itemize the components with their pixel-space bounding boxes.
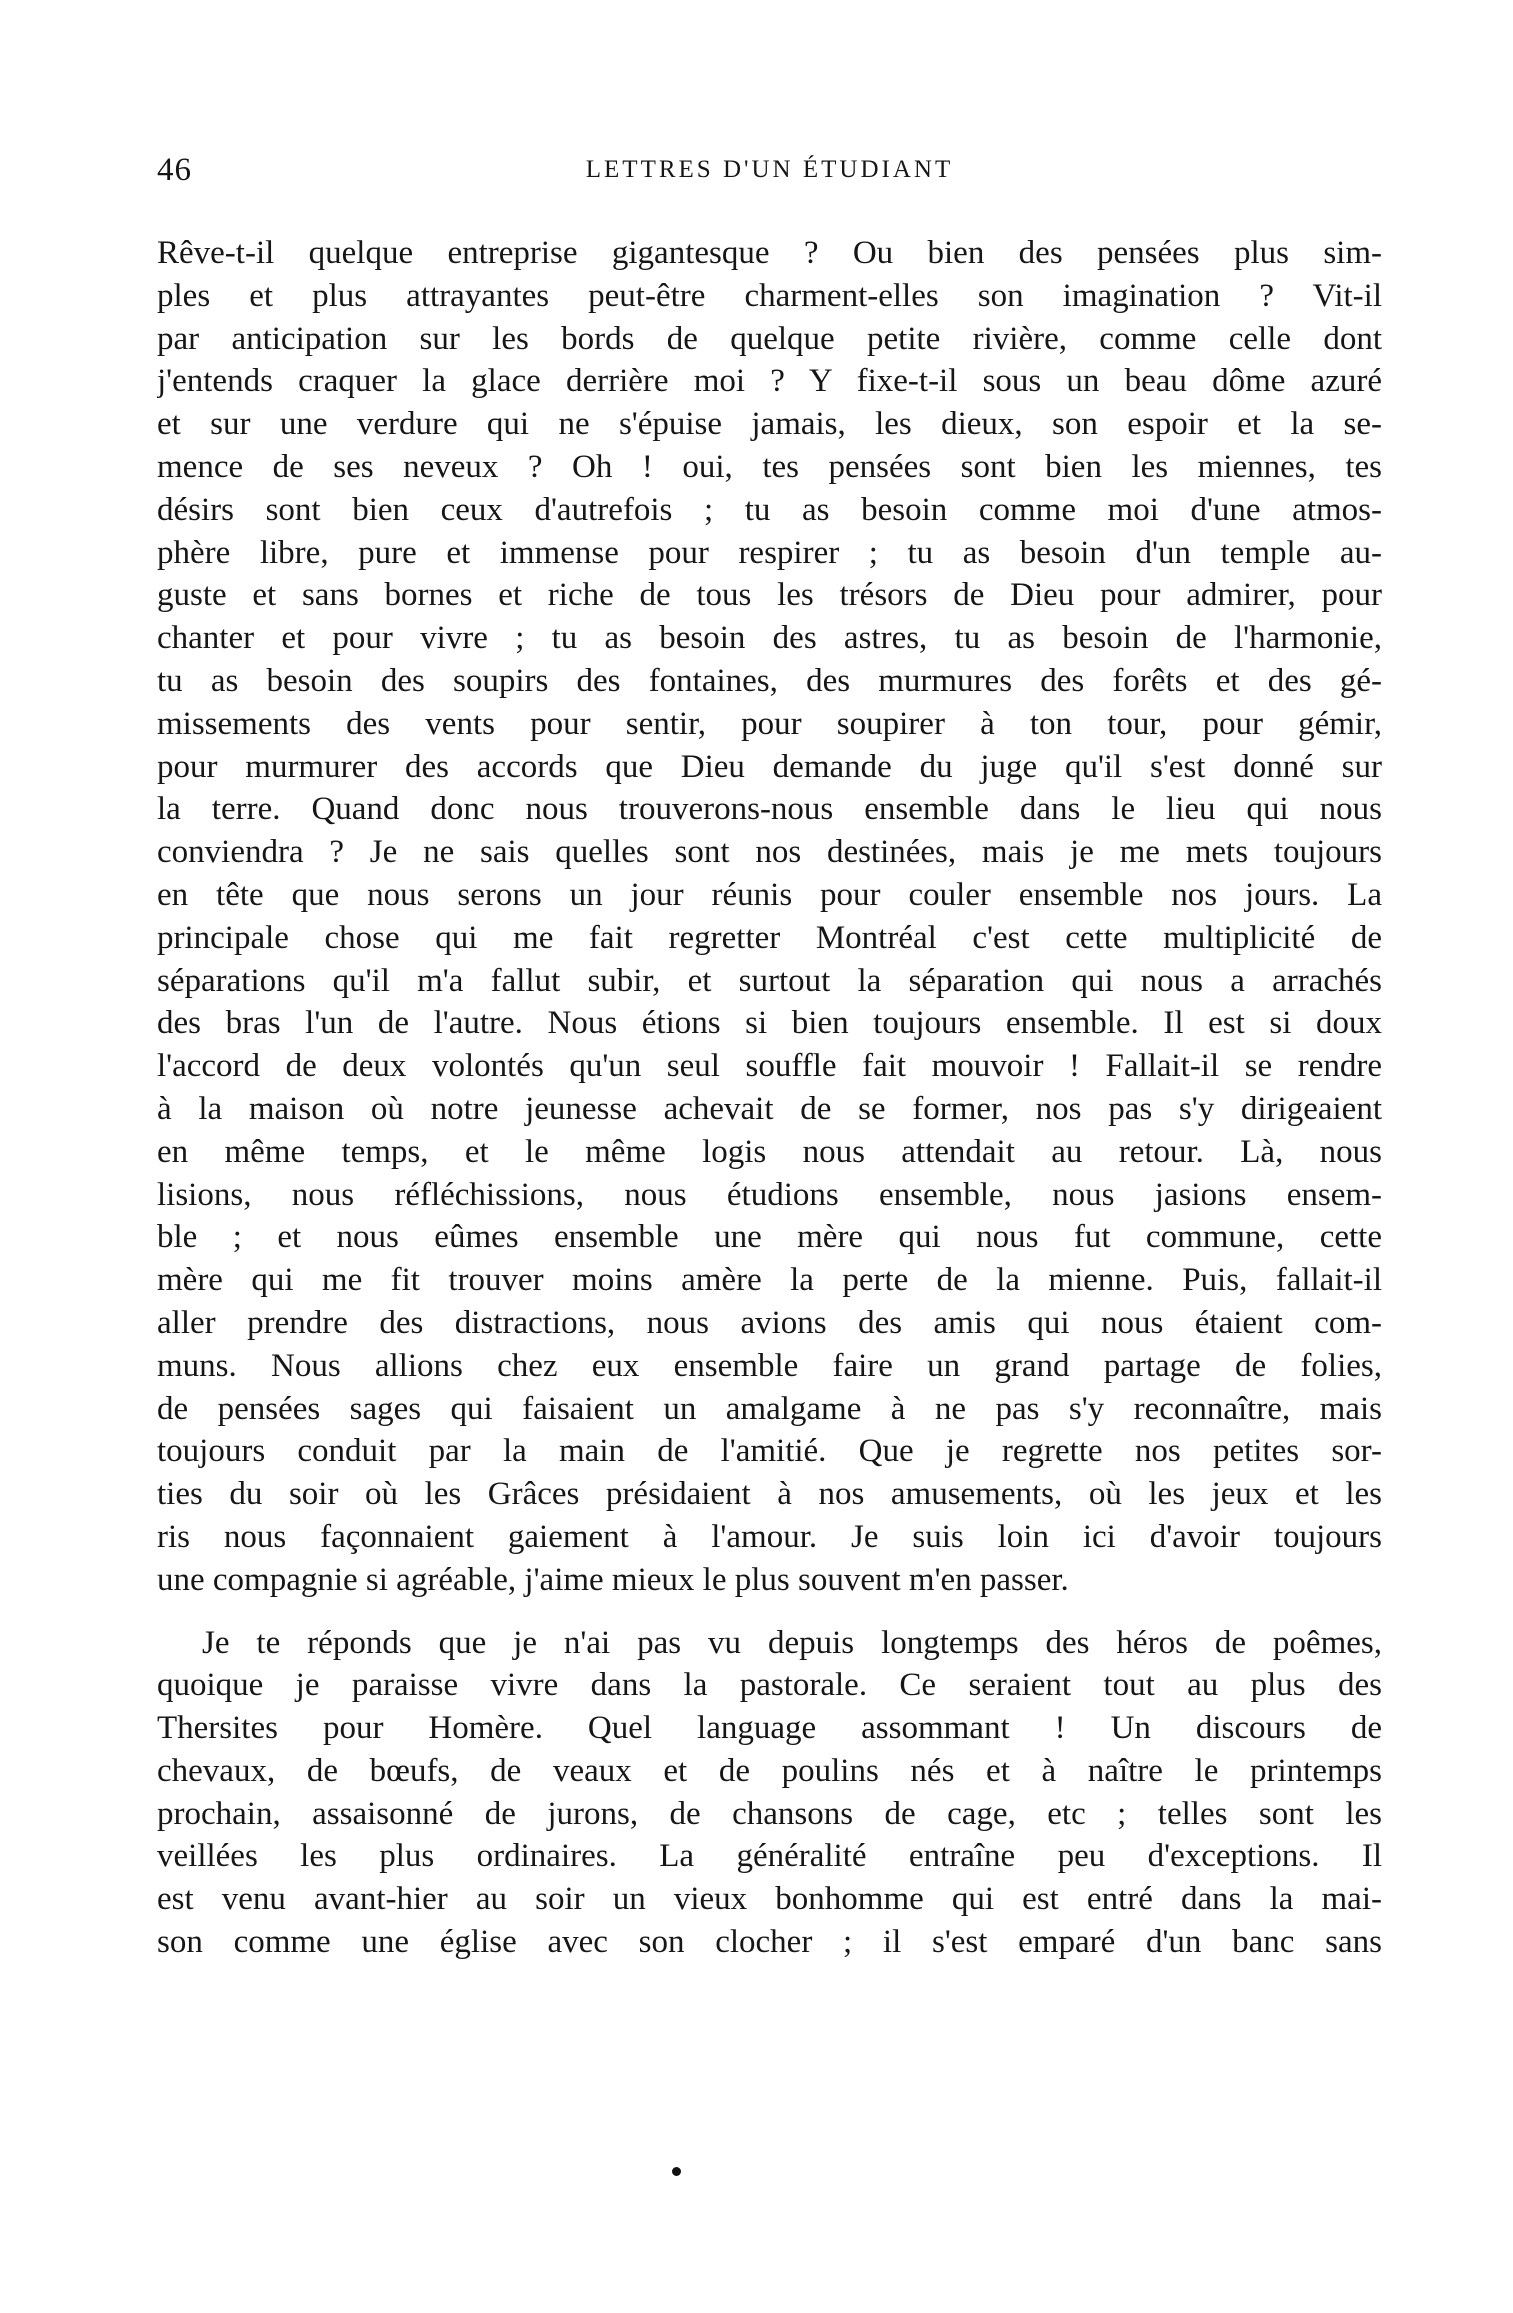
text-line: désirs sont bien ceux d'autrefois ; tu as besoin comme moi d'une atmos- [157,491,1382,528]
text-line: mère qui me fit trouver moins amère la perte de la mienne. Puis, fallait-il [157,1262,1382,1299]
text-line: une compagnie si agréable, j'aime mieux le plus souvent m'en passer. [157,1561,1069,1598]
text-line: son comme une église avec son clocher ; il s'est emparé d'un banc sans [157,1924,1382,1961]
text-line: toujours conduit par la main de l'amitié. Que je regrette nos petites sor- [157,1433,1382,1470]
text-line: des bras l'un de l'autre. Nous étions si bien toujours ensemble. Il est si doux [157,1005,1382,1042]
text-line: lisions, nous réfléchissions, nous étudions ensemble, nous jasions ensem- [157,1176,1382,1213]
text-line: séparations qu'il m'a fallut subir, et surtout la séparation qui nous a arrachés [157,962,1382,999]
text-line: est venu avant-hier au soir un vieux bonhomme qui est entré dans la mai- [157,1881,1382,1918]
text-line: ris nous façonnaient gaiement à l'amour. Je suis loin ici d'avoir toujours [157,1518,1382,1555]
text-line: à la maison où notre jeunesse achevait de se former, nos pas s'y dirigeaient [157,1090,1382,1127]
text-line: phère libre, pure et immense pour respirer ; tu as besoin d'un temple au- [157,534,1382,571]
text-line: chevaux, de bœufs, de veaux et de poulins nés et à naître le printemps [157,1752,1382,1789]
running-head [157,152,1382,192]
text-line: en tête que nous serons un jour réunis pour couler ensemble nos jours. La [157,876,1382,913]
text-line: mence de ses neveux ? Oh ! oui, tes pensées sont bien les miennes, tes [157,448,1382,485]
page-number: 46 [157,152,192,188]
text-line: pour murmurer des accords que Dieu demande du juge qu'il s'est donné sur [157,748,1382,785]
text-line: et sur une verdure qui ne s'épuise jamais, les dieux, son espoir et la se- [157,406,1382,443]
text-line: missements des vents pour sentir, pour soupirer à ton tour, pour gémir, [157,705,1382,742]
text-line: Rêve-t-il quelque entreprise gigantesque ? Ou bien des pensées plus sim- [157,235,1382,271]
body-text [157,232,1382,1964]
paragraph-2 [157,1622,1382,1964]
text-line: guste et sans bornes et riche de tous les trésors de Dieu pour admirer, pour [157,577,1382,614]
text-line: ties du soir où les Grâces présidaient à nos amusements, où les jeux et les [157,1476,1382,1513]
text-line: conviendra ? Je ne sais quelles sont nos destinées, mais je me mets toujours [157,834,1382,871]
text-line: la terre. Quand donc nous trouverons-nous ensemble dans le lieu qui nous [157,791,1382,828]
text-line: aller prendre des distractions, nous avions des amis qui nous étaient com- [157,1304,1382,1341]
text-line: ble ; et nous eûmes ensemble une mère qui nous fut commune, cette [157,1219,1382,1256]
text-line: tu as besoin des soupirs des fontaines, des murmures des forêts et des gé- [157,662,1382,699]
header-title: LETTRES D'UN ÉTUDIANT [585,156,954,183]
text-line: Je te réponds que je n'ai pas vu depuis longtemps des héros de poêmes, [202,1624,1382,1661]
text-line: veillées les plus ordinaires. La généralité entraîne peu d'exceptions. Il [157,1838,1382,1875]
text-line: en même temps, et le même logis nous attendait au retour. Là, nous [157,1133,1382,1170]
text-line: de pensées sages qui faisaient un amalgame à ne pas s'y reconnaître, mais [157,1390,1382,1427]
text-line: muns. Nous allions chez eux ensemble faire un grand partage de folies, [157,1347,1382,1384]
text-line: chanter et pour vivre ; tu as besoin des astres, tu as besoin de l'harmonie, [157,620,1382,657]
text-line: j'entends craquer la glace derrière moi ? Y fixe-t-il sous un beau dôme azuré [157,363,1382,400]
text-line: quoique je paraisse vivre dans la pastorale. Ce seraient tout au plus des [157,1667,1382,1704]
text-line: l'accord de deux volontés qu'un seul souffle fait mouvoir ! Fallait-il se rendre [157,1048,1382,1085]
text-line: principale chose qui me fait regretter Montréal c'est cette multiplicité de [157,919,1382,956]
paragraph-gap [157,1602,1382,1622]
text-line: prochain, assaisonné de jurons, de chansons de cage, etc ; telles sont les [157,1795,1382,1832]
text-line: Thersites pour Homère. Quel language assommant ! Un discours de [157,1710,1382,1747]
printer-mark-dot [672,2167,681,2176]
text-line: ples et plus attrayantes peut-être charment-elles son imagination ? Vit-il [157,277,1382,314]
text-line: par anticipation sur les bords de quelque petite rivière, comme celle dont [157,320,1382,357]
paragraph-1 [157,232,1382,1602]
